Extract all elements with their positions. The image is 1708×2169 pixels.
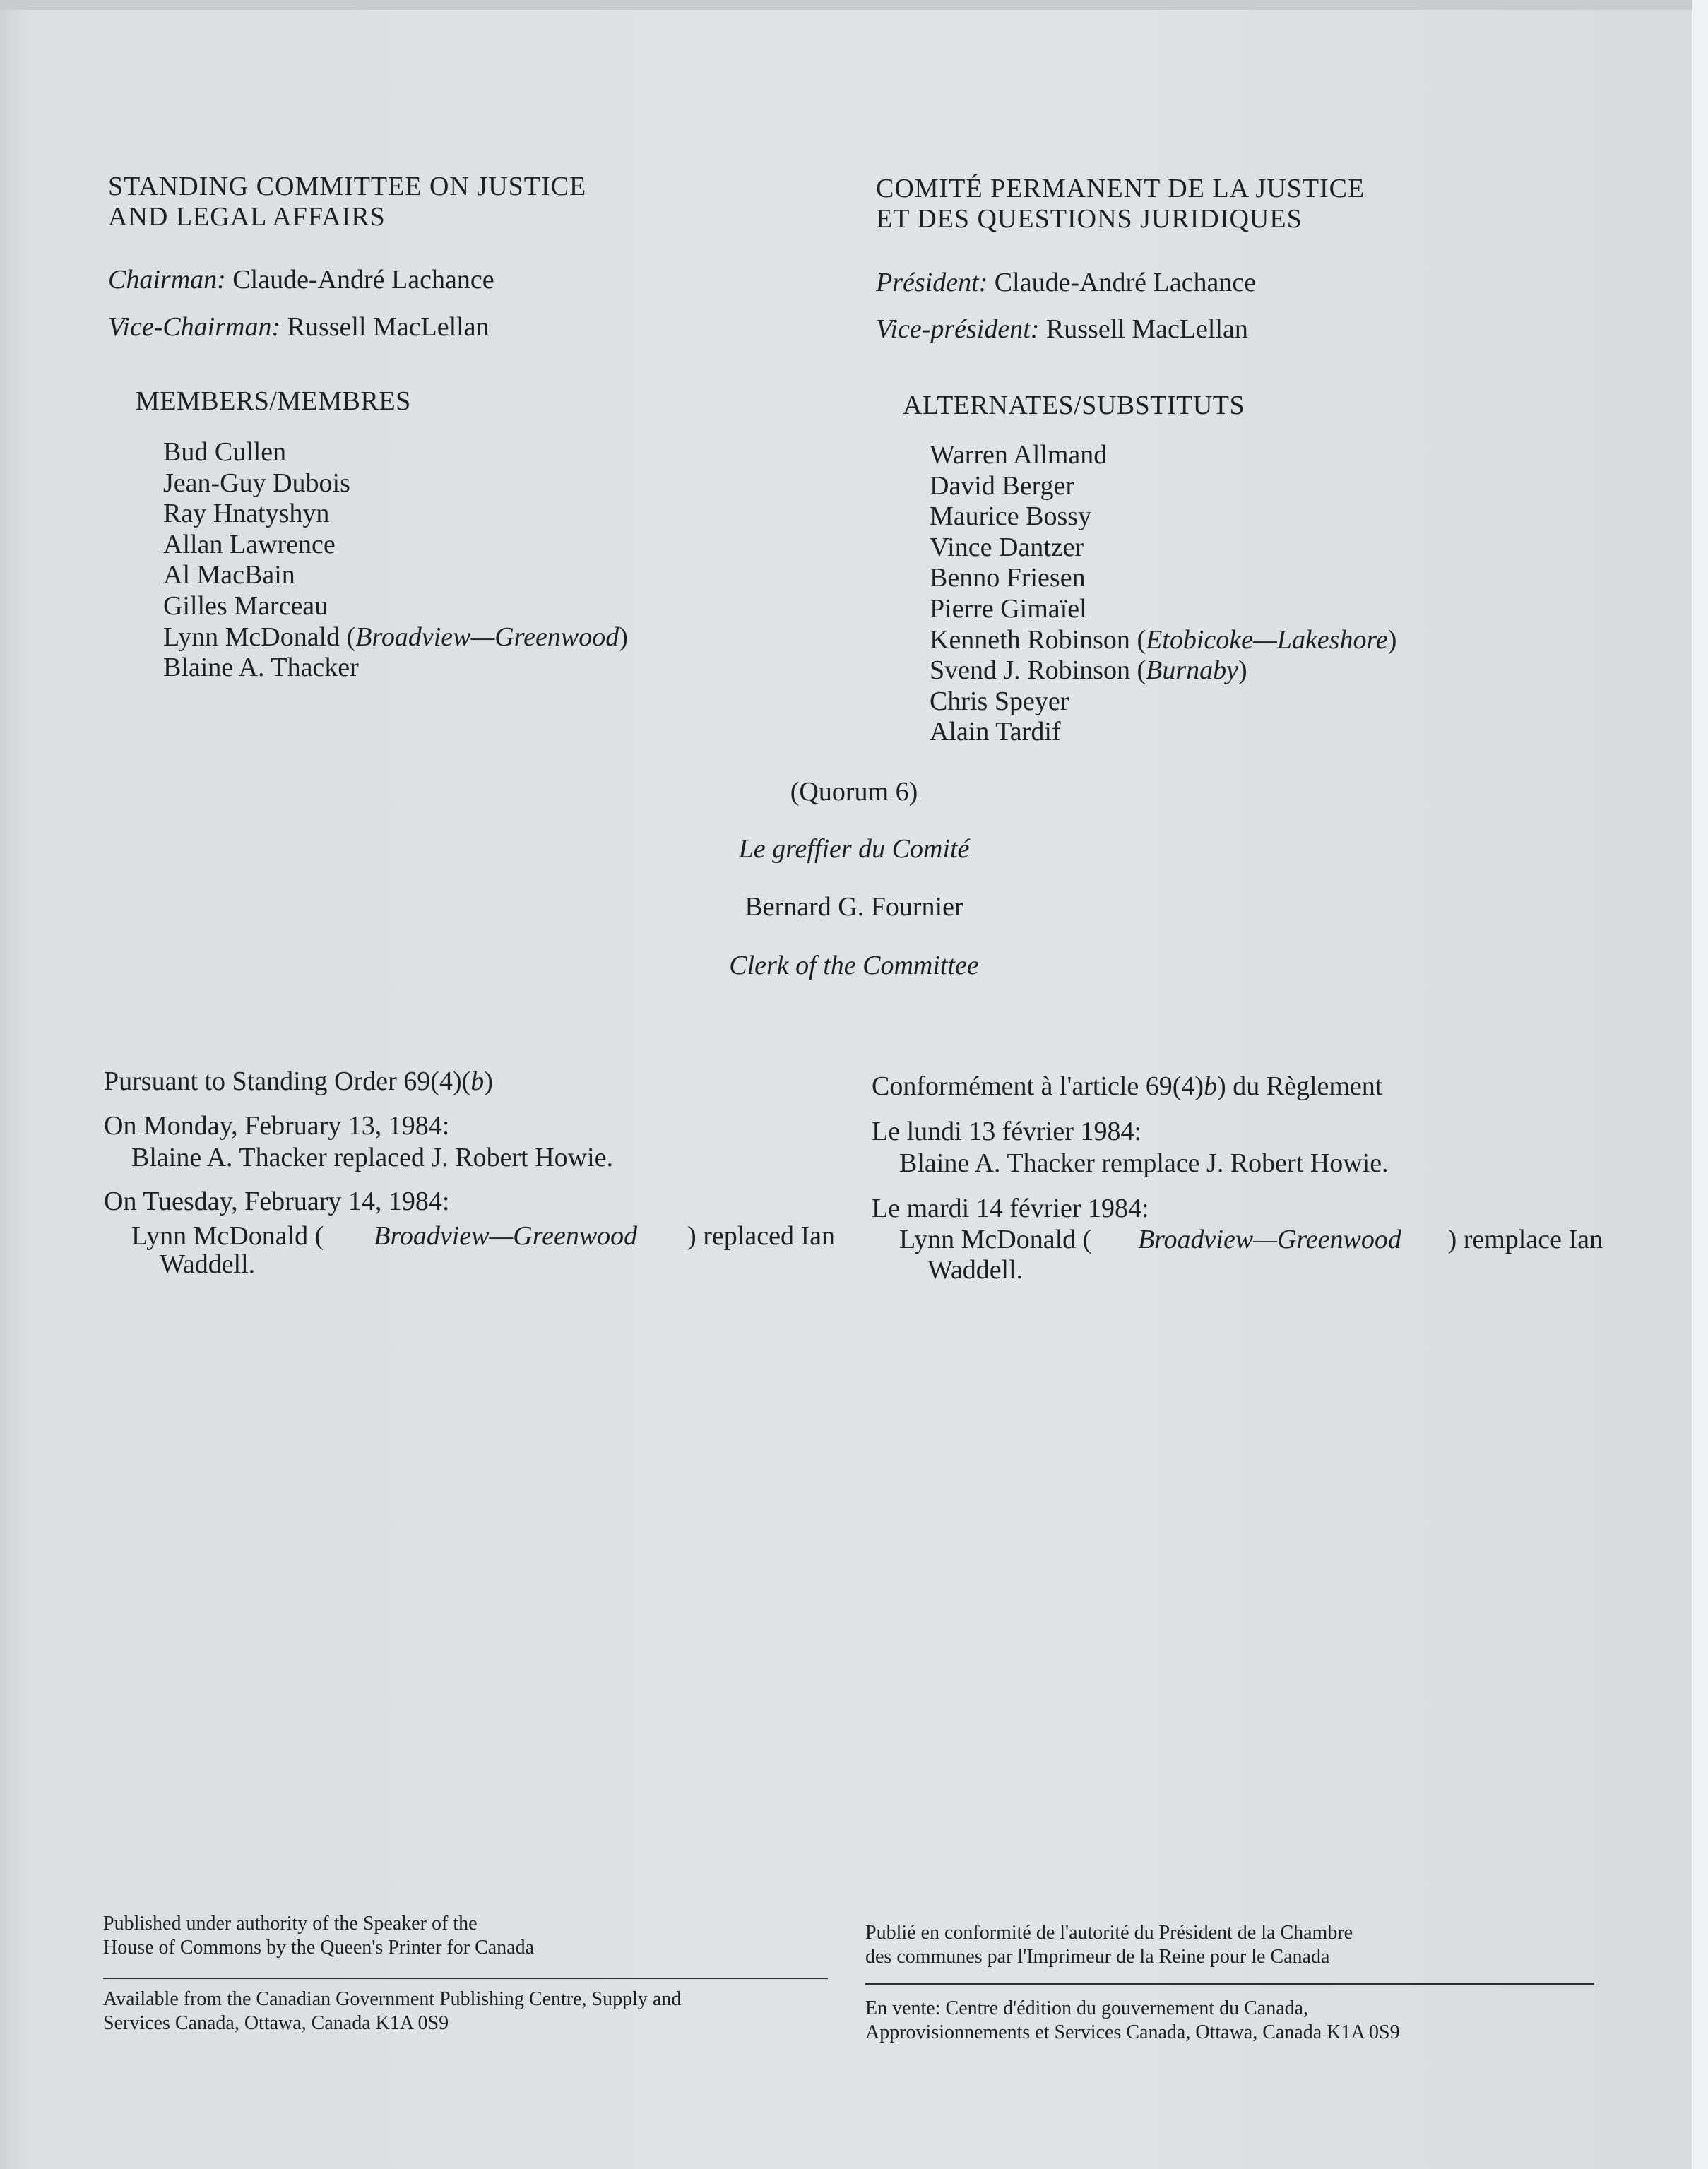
published-fr-line1: Publié en conformité de l'autorité du Président de la Chambre [865,1922,1353,1944]
footer-rule-en [103,1978,828,1979]
committee-name-fr-line2: ET DES QUESTIONS JURIDIQUES [876,204,1303,234]
change-en-2-name: Lynn McDonald ( [131,1221,324,1251]
committee-name-fr-line1: COMITÉ PERMANENT DE LA JUSTICE [876,174,1365,203]
members-list [163,437,628,684]
alternates-list [930,440,1396,748]
committee-name-en-line2: AND LEGAL AFFAIRS [108,202,386,232]
member-item [163,499,628,530]
vice-chairman-label-en: Vice-Chairman: [108,312,281,342]
vice-chairman-en [108,311,490,343]
person-name: Allan Lawrence [163,529,336,559]
member-item [163,591,628,622]
member-item [163,653,628,684]
change-fr-2-rest: ) remplace Ian [1447,1225,1603,1254]
chairman-label-en: Chairman: [108,265,226,295]
alternate-item: Svend J. Robinson (Burnaby) [930,655,1247,686]
change-date-fr-1: Le lundi 13 février 1984: [872,1117,1142,1146]
person-name: Benno Friesen [930,563,1086,593]
change-en-2 [131,1220,835,1252]
vice-chairman-label-fr: Vice-président: [876,314,1040,344]
available-en-line2: Services Canada, Ottawa, Canada K1A 0S9 [103,2012,449,2034]
published-en-line2: House of Commons by the Queen's Printer for Canada [103,1937,535,1959]
change-fr-2 [899,1224,1603,1255]
person-name: Warren Allmand [930,440,1108,470]
person-name: Gilles Marceau [163,590,328,621]
person-name: David Berger [930,470,1075,501]
alternates-heading: ALTERNATES/SUBSTITUTS [903,391,1245,420]
change-en-1: Blaine A. Thacker replaced J. Robert Howie. [131,1143,614,1172]
chairman-name-fr: Claude-André Lachance [994,268,1257,297]
clerk-title-en: Clerk of the Committee [729,951,979,980]
change-en-2-rest: ) replaced Ian [687,1221,835,1251]
person-name: Blaine A. Thacker [163,653,359,683]
chairman-name-en: Claude-André Lachance [232,265,494,295]
person-name: Lynn McDonald [163,622,340,652]
vice-chairman-fr [876,314,1248,345]
person-name: Bud Cullen [163,437,287,467]
riding-name: Etobicoke—Lakeshore [1146,624,1388,655]
chairman-en [108,264,494,295]
change-date-en-1: On Monday, February 13, 1984: [104,1111,450,1141]
person-name: Vince Dantzer [930,532,1084,562]
person-name: Al MacBain [163,560,295,590]
member-item [163,437,628,468]
standing-order-fr [872,1071,1382,1102]
footer-rule-fr [865,1983,1594,1985]
alternate-item [930,440,1396,471]
person-name: Alain Tardif [930,717,1061,747]
alternate-item [930,594,1396,625]
change-date-fr-2: Le mardi 14 février 1984: [872,1194,1149,1223]
standing-order-en-pre: Pursuant to Standing Order 69(4)( [104,1066,471,1096]
alternate-item [930,687,1396,718]
published-fr-line2: des communes par l'Imprimeur de la Reine pour le Canada [865,1946,1330,1968]
quorum: (Quorum 6) [790,777,918,807]
alternate-item [930,717,1396,748]
change-fr-1: Blaine A. Thacker remplace J. Robert Howie. [899,1148,1389,1178]
change-date-en-2: On Tuesday, February 14, 1984: [104,1187,450,1216]
standing-order-en [104,1066,493,1097]
member-item [163,530,628,561]
person-name: Jean-Guy Dubois [163,468,350,498]
alternate-item [930,533,1396,564]
riding-name: Burnaby [1146,655,1239,686]
committee-name-en-line1: STANDING COMMITTEE ON JUSTICE [108,172,587,201]
vice-chairman-name-en: Russell MacLellan [287,312,490,342]
member-item [163,560,628,591]
person-name: Pierre Gimaïel [930,593,1087,624]
change-fr-2-line2: Waddell. [927,1255,1024,1285]
available-en-line1: Available from the Canadian Government Publishing Centre, Supply and [103,1988,682,2010]
change-fr-2-name: Lynn McDonald ( [899,1225,1092,1254]
alternate-item: Kenneth Robinson (Etobicoke—Lakeshore) [930,624,1397,655]
person-name: Svend J. Robinson [930,655,1130,686]
clerk-title-fr: Le greffier du Comité [738,834,970,864]
person-name: Ray Hnatyshyn [163,499,330,529]
change-en-2-riding: Broadview—Greenwood [374,1221,638,1251]
vice-chairman-name-fr: Russell MacLellan [1045,314,1248,344]
page-right-edge [1692,0,1708,2169]
member-item: Lynn McDonald (Broadview—Greenwood) [163,622,628,652]
page-top-edge [0,0,1708,10]
alternate-item [930,471,1396,502]
riding-name: Broadview—Greenwood [355,622,619,652]
person-name: Maurice Bossy [930,501,1092,532]
standing-order-en-letter: b [470,1066,485,1096]
available-fr-line2: Approvisionnements et Services Canada, Ottawa, Canada K1A 0S9 [865,2021,1400,2043]
chairman-fr [876,267,1256,298]
member-item [163,468,628,499]
members-heading: MEMBERS/MEMBRES [136,386,411,416]
standing-order-fr-post: ) du Règlement [1217,1071,1383,1101]
person-name: Chris Speyer [930,686,1069,716]
change-en-2-line2: Waddell. [160,1249,256,1279]
standing-order-fr-pre: Conformément à l'article 69(4) [872,1071,1204,1101]
clerk-name: Bernard G. Fournier [745,892,963,922]
available-fr-line1: En vente: Centre d'édition du gouvernement du Canada, [865,1997,1309,2019]
alternate-item [930,501,1396,533]
published-en-line1: Published under authority of the Speaker of the [103,1913,478,1935]
standing-order-fr-letter: b [1204,1071,1218,1101]
change-fr-2-riding: Broadview—Greenwood [1137,1225,1401,1254]
alternate-item [930,563,1396,594]
chairman-label-fr: Président: [876,268,988,297]
standing-order-en-post: ) [484,1066,493,1096]
person-name: Kenneth Robinson [930,624,1130,655]
